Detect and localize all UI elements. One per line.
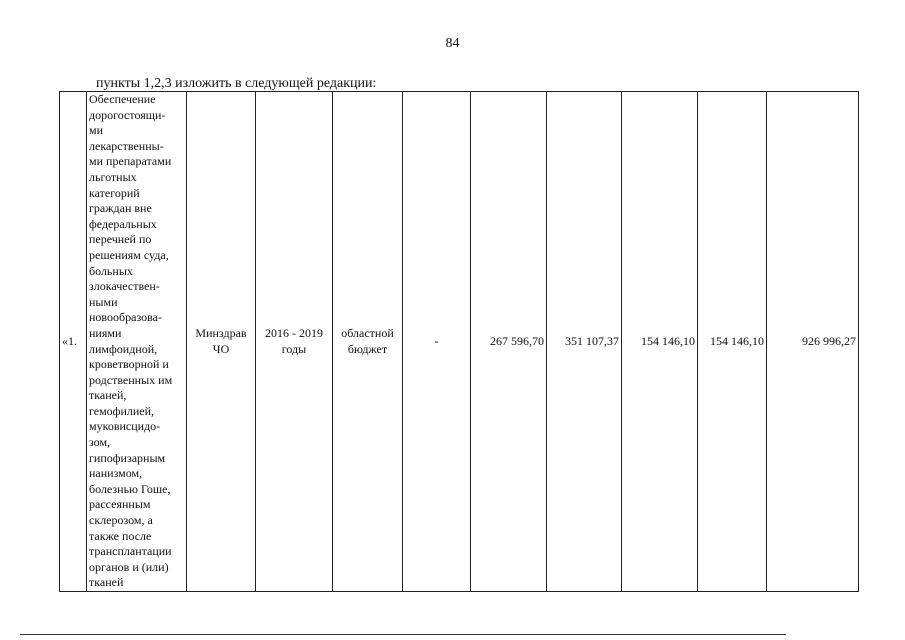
dash-cell — [403, 92, 471, 592]
total-cell — [767, 92, 859, 592]
description-line: Обеспечение — [89, 92, 156, 106]
description-line: гемофилией, — [89, 403, 155, 418]
description-line: болезнью Гоше, — [89, 481, 171, 496]
source-line-2: бюджет — [347, 341, 388, 356]
value-4: 154 146,10 — [710, 333, 764, 348]
description-line: ми препаратами — [89, 154, 172, 169]
description-line: дорогостоящи- — [89, 107, 166, 122]
description-line: зом, — [89, 435, 111, 450]
description-line: тканей, — [89, 388, 127, 403]
description-line: льготных — [89, 169, 137, 184]
value-cell-4 — [698, 92, 767, 592]
executor-line-1: Минздрав — [195, 325, 247, 340]
description-line: перечней по — [89, 232, 152, 247]
description-line: лекарственны- — [89, 138, 164, 153]
description-line: трансплантации — [89, 544, 172, 559]
period-line-2: годы — [281, 341, 307, 356]
description-line: ниями — [89, 325, 122, 340]
period-line-1: 2016 - 2019 — [265, 325, 323, 340]
source-cell — [333, 92, 403, 592]
description-line: ми — [89, 123, 104, 138]
dash-value: - — [434, 333, 439, 348]
description-cell — [87, 92, 187, 592]
description-line: злокачествен- — [89, 279, 160, 294]
intro-text: пункты 1,2,3 изложить в следующей редакции: — [96, 76, 377, 91]
description-line: гипофизарным — [89, 450, 166, 465]
description-line: лимфоидной, — [89, 341, 158, 356]
executor-cell — [187, 92, 256, 592]
description-line: кроветворной и — [89, 357, 169, 372]
description-line: решениям суда, — [89, 247, 169, 262]
row-number: «1. — [62, 333, 77, 348]
description-line: органов и (или) — [89, 559, 169, 574]
description-line: также после — [89, 528, 152, 543]
description-line: граждан вне — [89, 201, 152, 216]
value-cell-1 — [471, 92, 547, 592]
source-line-1: областной — [341, 325, 394, 340]
description-line: тканей — [89, 575, 124, 590]
program-table — [59, 91, 859, 592]
description-line: больных — [89, 263, 133, 278]
description-line: муковисцидо- — [89, 419, 161, 434]
value-1: 267 596,70 — [490, 333, 544, 348]
table-row — [60, 92, 859, 592]
page-number: 84 — [445, 36, 460, 51]
description-line: рассеянным — [89, 497, 151, 512]
value-3: 154 146,10 — [641, 333, 695, 348]
period-cell — [256, 92, 333, 592]
value-cell-3 — [622, 92, 698, 592]
value-2: 351 107,37 — [565, 333, 619, 348]
row-number-cell — [60, 92, 87, 592]
description-line: новообразова- — [89, 310, 162, 325]
description-line: федеральных — [89, 216, 157, 231]
description-line: нанизмом, — [89, 466, 143, 481]
total-value: 926 996,27 — [802, 333, 856, 348]
executor-line-2: ЧО — [212, 341, 230, 356]
value-cell-2 — [547, 92, 622, 592]
description-line: родственных им — [89, 372, 173, 387]
description-line: ными — [89, 294, 118, 309]
description-line: склерозом, а — [89, 513, 153, 528]
description-line: категорий — [89, 185, 140, 200]
bottom-rule — [20, 634, 786, 635]
